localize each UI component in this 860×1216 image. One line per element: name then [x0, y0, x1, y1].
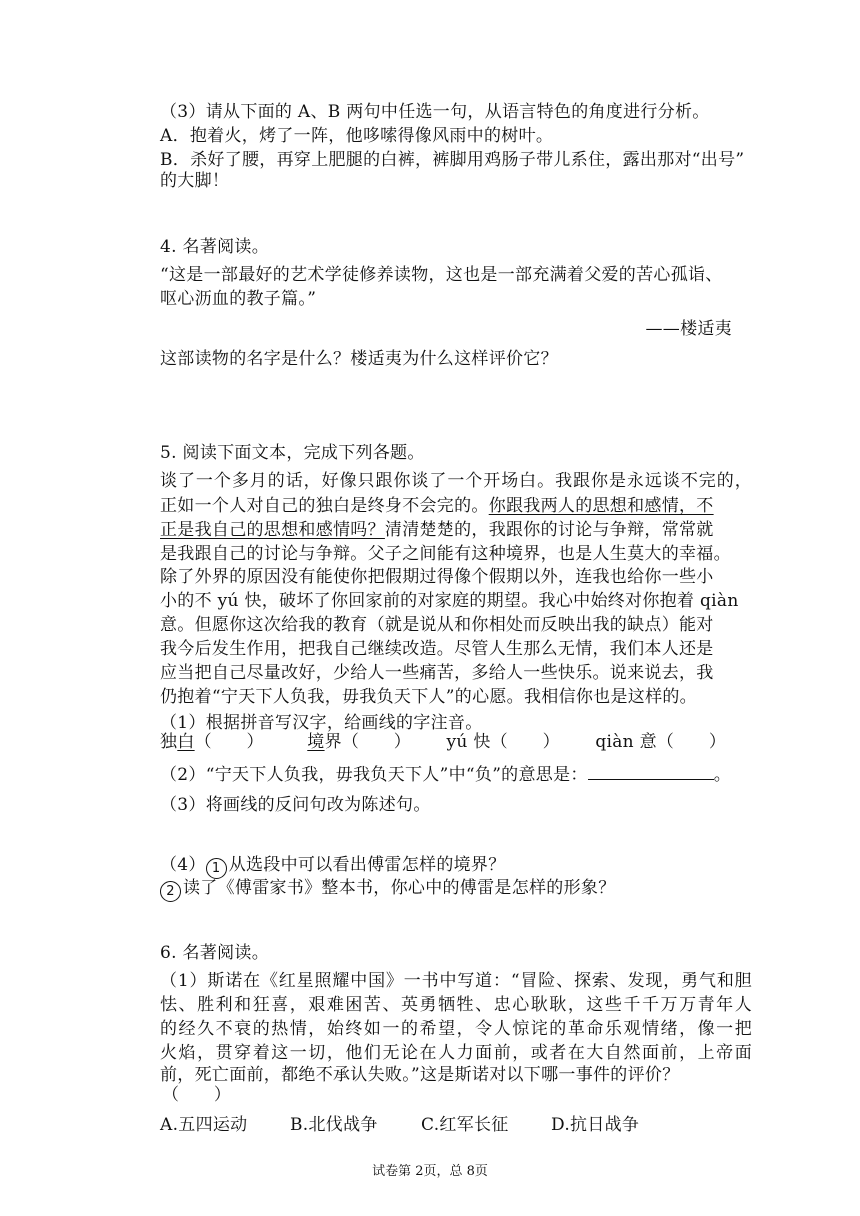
q5-passage-line: 应当把自己尽量改好，少给人一些痛苦，多给人一些快乐。说来说去，我	[160, 663, 714, 683]
q5-passage-line	[160, 491, 714, 516]
q4-attribution: ——楼适夷	[645, 319, 732, 339]
q6-passage-line: 前，死亡面前，都绝不承认失败。”这是斯诺对以下哪一事件的评价？	[160, 1065, 680, 1085]
q6-title: 6. 名著阅读。	[160, 943, 270, 963]
q5-passage-line: 仍抱着“宁天下人负我，毋我负天下人”的心愿。我相信你也是这样的。	[160, 687, 697, 707]
underlined-rhetorical-question: 你跟我两人的思想和感情，不	[488, 496, 714, 516]
q5-title: 5. 阅读下面文本，完成下列各题。	[160, 443, 425, 463]
blank-item: 境界（ ）	[307, 732, 412, 752]
passage-text: 正如一个人对自己的独白是终身不会完的。	[160, 496, 489, 516]
passage-text: 清清楚楚的，我跟你的讨论与争辩，常常就	[384, 520, 714, 540]
q5-sub1-prompt: （1）根据拼音写汉字，给画线的字注音。	[160, 713, 483, 733]
q5-passage-line: 是我跟自己的讨论与争辩。父子之间能有这种境界，也是人生莫大的幸福。	[160, 544, 731, 564]
q6-passage-line: 的经久不衰的热情，始终如一的希望，令人惊诧的革命乐观情绪，像一把	[160, 1019, 752, 1039]
q5-sub4-line1: （4） 1 从选段中可以看出傅雷怎样的境界？	[160, 850, 506, 879]
q5-sub1-blanks	[160, 727, 726, 752]
q3-option-b-line2: 的大脚！	[160, 171, 230, 191]
blank-item: 独白（ ）	[160, 732, 264, 752]
q6-passage-line: 怯、胜利和狂喜，艰难困苦、英勇牺牲、忠心耿耿，这些千千万万青年人	[160, 995, 752, 1015]
circled-number-2: 2	[160, 881, 181, 902]
q5-sub2: （2）“宁天下人负我，毋我负天下人”中“负”的意思是： 。	[160, 765, 731, 785]
q5-passage-line: 我今后发生作用，把我自己继续改造。尽管人生那么无情，我们本人还是	[160, 639, 714, 659]
q3-option-a: A．抱着火，烤了一阵，他哆嗦得像风雨中的树叶。	[160, 126, 554, 146]
q6-options	[160, 1110, 639, 1135]
option-b: B.北伐战争	[290, 1115, 378, 1135]
blank-item: yú 快（ ）	[446, 732, 560, 752]
q5-passage-line: 除了外界的原因没有能使你把假期过得像个假期以外，连我也给你一些小	[160, 567, 714, 587]
q4-quote-line1: “这是一部最好的艺术学徒修养读物，这也是一部充满着父爱的苦心孤诣、	[160, 265, 723, 285]
q6-answer-paren: （ ）	[162, 1085, 232, 1105]
q3-prompt: （3）请从下面的 A、B 两句中任选一句，从语言特色的角度进行分析。	[160, 102, 710, 122]
option-d: D.抗日战争	[551, 1115, 640, 1135]
q4-question: 这部读物的名字是什么？楼适夷为什么这样评价它？	[160, 349, 558, 369]
q6-passage-line: （1）斯诺在《红星照耀中国》一书中写道：“冒险、探索、发现，勇气和胆	[160, 971, 752, 991]
underlined-rhetorical-question: 正是我自己的思想和感情吗？	[160, 520, 385, 540]
q5-sub3: （3）将画线的反问句改为陈述句。	[160, 795, 431, 815]
q3-option-b-line1: B．杀好了腰，再穿上肥腿的白裤，裤脚用鸡肠子带儿系住，露出那对“出号”	[160, 150, 745, 170]
blank-item: qiàn 意（ ）	[595, 732, 727, 752]
q5-sub4-line2: 2 读了《傅雷家书》整本书，你心中的傅雷是怎样的形象？	[160, 873, 616, 902]
q5-passage-line: 小的不 yú 快，破坏了你回家前的对家庭的期望。我心中始终对你抱着 qiàn	[160, 591, 739, 611]
circled-number-1: 1	[206, 858, 227, 879]
q5-passage-line	[160, 515, 714, 540]
option-c: C.红军长征	[421, 1115, 509, 1135]
q5-passage-line: 意。但愿你这次给我的教育（就是说从和你相处而反映出我的缺点）能对	[160, 615, 714, 635]
page-footer: 试卷第 2页，总 8页	[372, 1164, 488, 1179]
q4-quote-line2: 呕心沥血的教子篇。”	[160, 289, 317, 309]
q5-passage-line: 谈了一个多月的话，好像只跟你谈了一个开场白。我跟你是永远谈不完的，	[160, 471, 752, 491]
q6-passage-line: 火焰，贯穿着这一切，他们无论在人力面前，或者在大自然面前，上帝面	[160, 1043, 752, 1063]
option-a: A.五四运动	[160, 1115, 248, 1135]
answer-blank	[588, 765, 714, 780]
q4-title: 4. 名著阅读。	[160, 237, 270, 257]
